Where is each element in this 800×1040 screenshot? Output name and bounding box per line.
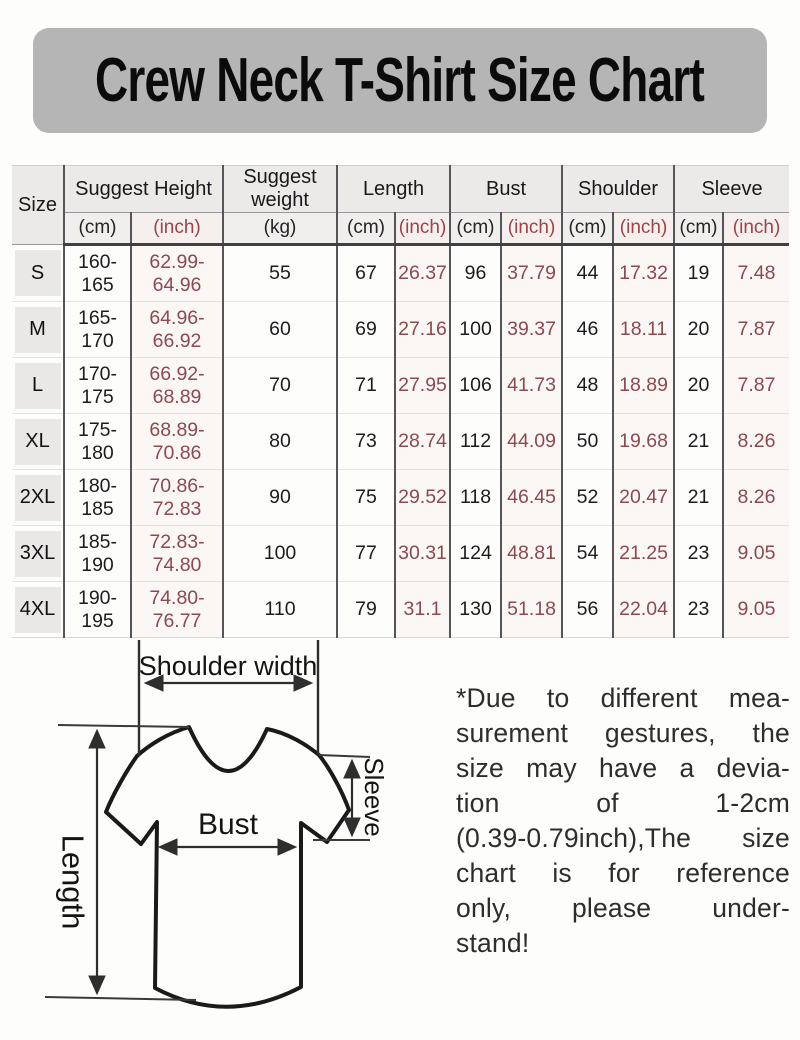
shoulder-cm-cell: 56 [562, 582, 613, 638]
shoulder-inch-cell: 22.04 [613, 582, 674, 638]
tshirt-outline [106, 727, 349, 1007]
height-inch-cell: 66.92-68.89 [131, 358, 223, 414]
height-inch-cell: 68.89-70.86 [131, 414, 223, 470]
size-label: 2XL [15, 475, 61, 521]
note-line: size may have a devia- [456, 753, 790, 783]
sleeve-header: Sleeve [674, 166, 789, 213]
shoulder-cm-cell: 52 [562, 470, 613, 526]
sleeve-inch-cell: 7.87 [723, 358, 789, 414]
bust-cm-cell: 118 [450, 470, 501, 526]
shoulder-inch-cell: 18.89 [613, 358, 674, 414]
table-row [12, 526, 789, 582]
bust-inch-unit: (inch) [501, 213, 562, 245]
sleeve-cm-cell: 21 [674, 470, 723, 526]
note-line: *Due to different mea- [456, 683, 790, 713]
shoulder-inch-cell: 17.32 [613, 245, 674, 302]
length-label: Length [55, 834, 91, 930]
bust-inch-cell: 39.37 [501, 302, 562, 358]
note-line: (0.39-0.79inch),The size [456, 823, 790, 853]
weight-kg-unit: (kg) [223, 213, 337, 245]
sleeve-cm-cell: 23 [674, 582, 723, 638]
height-cm-cell: 165-170 [64, 302, 131, 358]
table-row [12, 302, 789, 358]
length-cm-cell: 71 [337, 358, 395, 414]
sleeve-cm-unit: (cm) [674, 213, 723, 245]
height-cm-cell: 180-185 [64, 470, 131, 526]
size-chart-table [12, 165, 789, 638]
bust-cm-cell: 112 [450, 414, 501, 470]
height-inch-unit: (inch) [131, 213, 223, 245]
size-cell [12, 414, 64, 470]
shoulder-cm-cell: 48 [562, 358, 613, 414]
length-inch-cell: 31.1 [395, 582, 450, 638]
shoulder-cm-cell: 44 [562, 245, 613, 302]
size-cell [12, 358, 64, 414]
height-inch-cell: 72.83-74.80 [131, 526, 223, 582]
shoulder-inch-cell: 19.68 [613, 414, 674, 470]
length-guide-top [58, 725, 189, 727]
sleeve-inch-cell: 7.48 [723, 245, 789, 302]
weight-kg-cell: 100 [223, 526, 337, 582]
sleeve-cm-cell: 21 [674, 414, 723, 470]
sleeve-inch-unit: (inch) [723, 213, 789, 245]
length-cm-cell: 75 [337, 470, 395, 526]
shoulder-cm-unit: (cm) [562, 213, 613, 245]
table-row [12, 245, 789, 302]
sleeve-inch-cell: 9.05 [723, 526, 789, 582]
bust-header: Bust [450, 166, 562, 213]
shoulder-inch-unit: (inch) [613, 213, 674, 245]
length-inch-cell: 30.31 [395, 526, 450, 582]
bust-inch-cell: 41.73 [501, 358, 562, 414]
page-title: Crew Neck T-Shirt Size Chart [95, 46, 705, 115]
sleeve-inch-cell: 8.26 [723, 414, 789, 470]
weight-kg-cell: 55 [223, 245, 337, 302]
shoulder-cm-cell: 46 [562, 302, 613, 358]
sleeve-label: Sleeve [359, 757, 389, 837]
size-column-header: Size [12, 166, 64, 245]
suggest-height-header: Suggest Height [64, 166, 223, 213]
shoulder-width-label: Shoulder width [138, 651, 318, 681]
shoulder-cm-cell: 50 [562, 414, 613, 470]
note-line: tion of 1-2cm [456, 788, 790, 818]
bust-cm-unit: (cm) [450, 213, 501, 245]
length-inch-cell: 28.74 [395, 414, 450, 470]
bust-label: Bust [197, 808, 259, 841]
height-inch-cell: 74.80-76.77 [131, 582, 223, 638]
bust-cm-cell: 124 [450, 526, 501, 582]
length-header: Length [337, 166, 450, 213]
height-cm-unit: (cm) [64, 213, 131, 245]
note-line: stand! [456, 928, 530, 958]
table-row [12, 358, 789, 414]
chart-title-banner [33, 28, 767, 133]
size-label: 3XL [15, 531, 61, 577]
size-label: S [15, 250, 61, 296]
suggest-weight-header: Suggest weight [223, 166, 337, 213]
length-cm-unit: (cm) [337, 213, 395, 245]
sleeve-inch-cell: 9.05 [723, 582, 789, 638]
size-cell [12, 245, 64, 302]
length-cm-cell: 77 [337, 526, 395, 582]
bust-cm-cell: 96 [450, 245, 501, 302]
height-cm-cell: 160-165 [64, 245, 131, 302]
size-cell [12, 526, 64, 582]
shoulder-header: Shoulder [562, 166, 674, 213]
sleeve-cm-cell: 23 [674, 526, 723, 582]
length-inch-cell: 29.52 [395, 470, 450, 526]
sleeve-cm-cell: 20 [674, 358, 723, 414]
height-cm-cell: 190-195 [64, 582, 131, 638]
length-cm-cell: 69 [337, 302, 395, 358]
note-line: only, please under- [456, 893, 790, 923]
note-line: chart is for reference [456, 858, 790, 888]
weight-kg-cell: 60 [223, 302, 337, 358]
weight-kg-cell: 70 [223, 358, 337, 414]
table-row [12, 470, 789, 526]
bust-inch-cell: 46.45 [501, 470, 562, 526]
length-inch-cell: 26.37 [395, 245, 450, 302]
length-inch-cell: 27.16 [395, 302, 450, 358]
height-inch-cell: 62.99-64.96 [131, 245, 223, 302]
size-label: M [15, 307, 61, 353]
height-inch-cell: 64.96-66.92 [131, 302, 223, 358]
length-inch-cell: 27.95 [395, 358, 450, 414]
length-cm-cell: 79 [337, 582, 395, 638]
note-line: surement gestures, the [456, 718, 790, 748]
length-cm-cell: 73 [337, 414, 395, 470]
measurement-disclaimer [456, 681, 790, 961]
size-label: XL [15, 419, 61, 465]
height-inch-cell: 70.86-72.83 [131, 470, 223, 526]
size-label: L [15, 363, 61, 409]
size-label: 4XL [15, 587, 61, 633]
height-cm-cell: 185-190 [64, 526, 131, 582]
bust-inch-cell: 44.09 [501, 414, 562, 470]
bust-cm-cell: 130 [450, 582, 501, 638]
header-units-row [12, 213, 789, 245]
size-cell [12, 470, 64, 526]
bust-inch-cell: 51.18 [501, 582, 562, 638]
bust-inch-cell: 37.79 [501, 245, 562, 302]
bust-cm-cell: 106 [450, 358, 501, 414]
height-cm-cell: 170-175 [64, 358, 131, 414]
shoulder-inch-cell: 21.25 [613, 526, 674, 582]
shoulder-inch-cell: 18.11 [613, 302, 674, 358]
sleeve-cm-cell: 20 [674, 302, 723, 358]
weight-kg-cell: 110 [223, 582, 337, 638]
length-cm-cell: 67 [337, 245, 395, 302]
weight-kg-cell: 80 [223, 414, 337, 470]
weight-kg-cell: 90 [223, 470, 337, 526]
sleeve-cm-cell: 19 [674, 245, 723, 302]
tshirt-measurement-diagram [0, 620, 440, 1040]
sleeve-inch-cell: 8.26 [723, 470, 789, 526]
shoulder-cm-cell: 54 [562, 526, 613, 582]
header-group-row [12, 166, 789, 213]
size-cell [12, 302, 64, 358]
table-row [12, 414, 789, 470]
height-cm-cell: 175-180 [64, 414, 131, 470]
length-inch-unit: (inch) [395, 213, 450, 245]
sleeve-inch-cell: 7.87 [723, 302, 789, 358]
bust-inch-cell: 48.81 [501, 526, 562, 582]
bust-cm-cell: 100 [450, 302, 501, 358]
shoulder-inch-cell: 20.47 [613, 470, 674, 526]
